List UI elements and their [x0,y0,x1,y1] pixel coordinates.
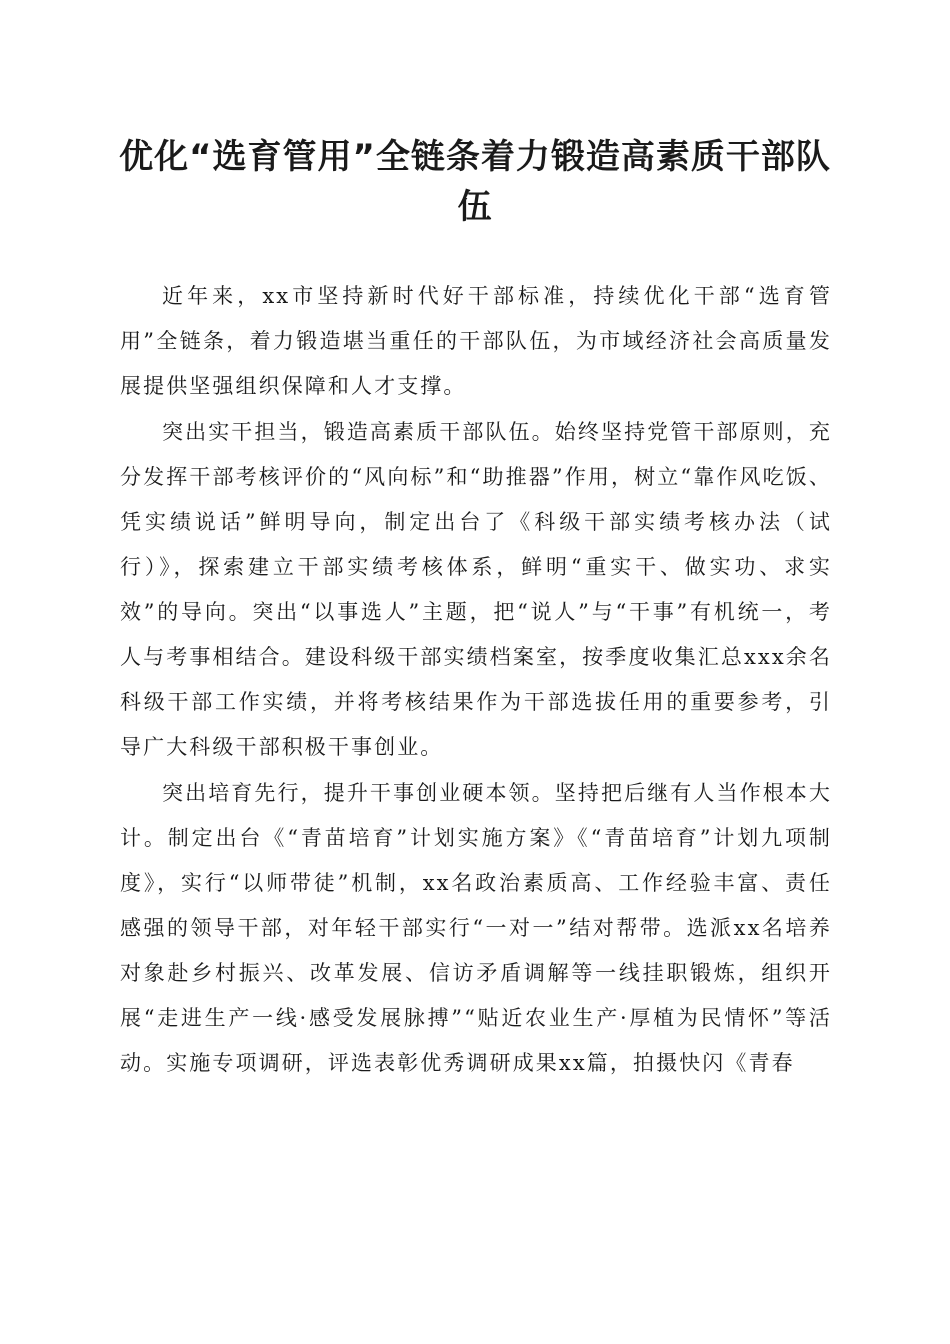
document-title: 优化“选育管用”全链条着力锻造高素质干部队伍 [119,137,831,227]
document-body [120,274,832,1087]
paragraph-intro: 近年来，xx市坚持新时代好干部标准，持续优化干部“选育管用”全链条，着力锻造堪当重任的干部队伍，为市域经济社会高质量发展提供坚强组织保障和人才支撑。 [120,284,832,398]
paragraph-practical-responsibility: 突出实干担当，锻造高素质干部队伍。始终坚持党管干部原则，充分发挥干部考核评价的“风向标”和“助推器”作用，树立“靠作风吃饭、凭实绩说话”鲜明导向，制定出台了《科级干部实绩考核办法（试行）》，探索建立干部实绩考核体系，鲜明“重实干、做实功、求实效”的导向。突出“以事选人”主题，把“说人”与“干事”有机统一，考人与考事相结合。建设科级干部实绩档案室，按季度收集汇总xxx余名科级干部工作实绩，并将考核结果作为干部选拔任用的重要参考，引导广大科级干部积极干事创业。 [120,420,832,759]
paragraph-cultivation-first: 突出培育先行，提升干事创业硬本领。坚持把后继有人当作根本大计。制定出台《“青苗培育”计划实施方案》《“青苗培育”计划九项制度》，实行“以师带徒”机制，xx名政治素质高、工作经验丰富、责任感强的领导干部，对年轻干部实行“一对一”结对帮带。选派xx名培养对象赴乡村振兴、改革发展、信访矛盾调解等一线挂职锻炼，组织开展“走进生产一线·感受发展脉搏”“贴近农业生产·厚植为民情怀”等活动。实施专项调研，评选表彰优秀调研成果xx篇，拍摄快闪《青春 [120,781,832,1075]
